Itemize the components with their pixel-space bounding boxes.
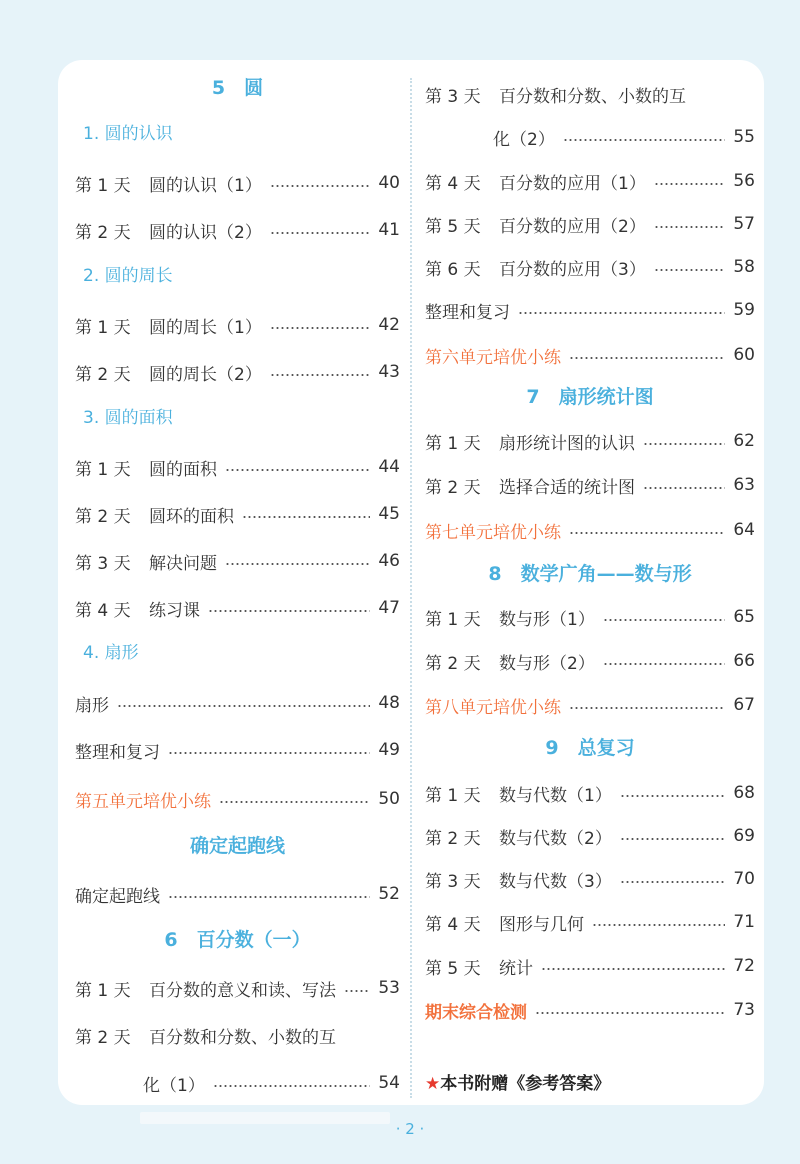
entry-title: 第五单元培优小练 [75,791,211,812]
dot-leader [270,327,370,329]
toc-entry-unit5-practice[interactable] [75,784,400,814]
toc-entry[interactable] [425,252,755,282]
toc-entry[interactable] [425,470,755,500]
entry-page: 72 [733,956,755,976]
dot-leader [569,707,725,709]
dot-leader [208,610,370,612]
startline-heading: 确定起跑线 [189,835,285,857]
entry-page: 53 [378,978,400,998]
section-4-heading: 4. 扇形 [83,643,139,663]
dot-leader [270,232,370,234]
toc-entry[interactable] [75,168,400,198]
entry-page: 66 [733,651,755,671]
entry-page: 46 [378,551,400,571]
entry-page: 44 [378,457,400,477]
entry-page: 73 [733,1000,755,1020]
entry-day: 第 1 天 [75,175,131,196]
entry-day: 第 2 天 [75,364,131,385]
entry-title: 扇形统计图的认识 [499,433,635,454]
toc-entry[interactable] [75,357,400,387]
note-text: 本书附赠《参考答案》 [440,1074,611,1094]
dot-leader [168,896,370,898]
entry-page: 50 [378,789,400,809]
toc-entry[interactable] [75,215,400,245]
entry-day: 第 2 天 [425,477,481,498]
entry-title: 圆的认识（1） [149,175,262,196]
toc-entry[interactable] [425,166,755,196]
unit-6-heading: 6 百分数（一） [164,929,311,951]
toc-entry[interactable] [425,907,755,937]
dot-leader [117,705,370,707]
entry-title: 练习课 [149,600,200,621]
entry-title: 解决问题 [149,553,217,574]
entry-page: 65 [733,607,755,627]
dot-leader [592,924,725,926]
dot-leader [569,357,725,359]
section-1-heading: 1. 圆的认识 [83,124,173,144]
toc-entry[interactable] [425,778,755,808]
answer-key-note [425,1069,610,1099]
unit-8-heading: 8 数学广角——数与形 [488,563,692,585]
entry-page: 41 [378,220,400,240]
entry-day: 第 4 天 [425,914,481,935]
entry-day: 第 4 天 [425,173,481,194]
dot-leader [620,881,725,883]
toc-entry[interactable] [425,426,755,456]
entry-title: 数与代数（3） [499,871,612,892]
entry-title: 数与代数（1） [499,785,612,806]
entry-day: 第 5 天 [425,216,481,237]
dot-leader [603,619,725,621]
entry-title: 百分数的意义和读、写法 [149,980,336,1001]
entry-title: 百分数的应用（3） [499,259,646,280]
dot-leader [569,532,725,534]
dot-leader [643,443,725,445]
dot-leader [643,487,725,489]
entry-title: 第八单元培优小练 [425,697,561,718]
entry-title: 扇形 [75,695,109,716]
page-number: · 2 · [395,1120,425,1138]
toc-entry[interactable] [75,499,400,529]
column-divider [410,78,412,1098]
entry-title: 期末综合检测 [425,1002,527,1023]
unit-9-heading: 9 总复习 [545,737,635,759]
dot-leader [535,1012,725,1014]
entry-day: 第 3 天 [425,86,481,107]
entry-title: 整理和复习 [75,742,160,763]
entry-page: 55 [733,127,755,147]
dot-leader [620,838,725,840]
dot-leader [219,801,370,803]
toc-entry[interactable] [75,688,400,718]
entry-day: 第 6 天 [425,259,481,280]
entry-day: 第 2 天 [75,1027,131,1048]
entry-page: 59 [733,300,755,320]
entry-title: 圆的面积 [149,459,217,480]
entry-title: 百分数的应用（1） [499,173,646,194]
entry-title: 第七单元培优小练 [425,522,561,543]
toc-entry[interactable] [425,209,755,239]
entry-page: 56 [733,171,755,191]
entry-day: 第 1 天 [75,317,131,338]
entry-page: 54 [378,1073,400,1093]
entry-page: 45 [378,504,400,524]
entry-day: 第 1 天 [75,980,131,1001]
entry-title: 百分数和分数、小数的互 [149,1027,336,1048]
entry-title: 统计 [499,958,533,979]
entry-day: 第 3 天 [425,871,481,892]
entry-page: 68 [733,783,755,803]
toc-entry-unit6-practice[interactable] [425,340,755,370]
toc-entry[interactable] [425,864,755,894]
dot-leader [213,1085,370,1087]
toc-entry[interactable] [425,951,755,981]
entry-day: 第 1 天 [75,459,131,480]
toc-entry[interactable] [75,546,400,576]
entry-title: 图形与几何 [499,914,584,935]
entry-page: 60 [733,345,755,365]
entry-page: 58 [733,257,755,277]
dot-leader [563,139,725,141]
entry-title: 选择合适的统计图 [499,477,635,498]
toc-entry-final-test[interactable] [425,995,755,1025]
entry-page: 71 [733,912,755,932]
toc-entry[interactable] [425,646,755,676]
dot-leader [168,752,370,754]
entry-page: 69 [733,826,755,846]
entry-day: 第 2 天 [75,222,131,243]
toc-entry[interactable] [75,973,400,1003]
toc-entry-first-line[interactable] [75,1020,400,1050]
dot-leader [518,312,725,314]
entry-day: 第 4 天 [75,600,131,621]
entry-day: 第 1 天 [425,609,481,630]
entry-title: 第六单元培优小练 [425,347,561,368]
dot-leader [541,968,725,970]
entry-page: 63 [733,475,755,495]
dot-leader [654,269,725,271]
entry-title: 确定起跑线 [75,886,160,907]
entry-title: 数与形（1） [499,609,595,630]
entry-title: 圆的周长（2） [149,364,262,385]
entry-day: 第 2 天 [75,506,131,527]
toc-entry[interactable] [75,452,400,482]
star-icon: ★ [425,1074,441,1094]
toc-entry[interactable] [425,295,755,325]
toc-entry-unit8-practice[interactable] [425,690,755,720]
entry-title: 数与代数（2） [499,828,612,849]
entry-page: 40 [378,173,400,193]
dot-leader [225,563,370,565]
section-3-heading: 3. 圆的面积 [83,408,173,428]
dot-leader [225,469,370,471]
entry-page: 62 [733,431,755,451]
entry-title: 百分数和分数、小数的互 [499,86,686,107]
entry-day: 第 2 天 [425,653,481,674]
entry-page: 67 [733,695,755,715]
entry-day: 第 5 天 [425,958,481,979]
entry-title: 圆的认识（2） [149,222,262,243]
entry-title-continued: 化（2） [493,129,555,150]
entry-title: 整理和复习 [425,302,510,323]
dot-leader [270,185,370,187]
entry-day: 第 1 天 [425,785,481,806]
dot-leader [620,795,725,797]
unit-5-heading: 5 圆 [211,77,264,99]
toc-entry-unit7-practice[interactable] [425,515,755,545]
entry-page: 48 [378,693,400,713]
entry-title: 数与形（2） [499,653,595,674]
entry-title: 圆环的面积 [149,506,234,527]
entry-page: 57 [733,214,755,234]
entry-day: 第 2 天 [425,828,481,849]
toc-entry[interactable] [425,602,755,632]
toc-entry[interactable] [75,593,400,623]
entry-title: 百分数的应用（2） [499,216,646,237]
dot-leader [654,226,725,228]
entry-day: 第 3 天 [75,553,131,574]
dot-leader [270,374,370,376]
entry-page: 52 [378,884,400,904]
toc-entry[interactable] [425,821,755,851]
dot-leader [603,663,725,665]
entry-page: 43 [378,362,400,382]
entry-title: 圆的周长（1） [149,317,262,338]
entry-page: 49 [378,740,400,760]
entry-page: 47 [378,598,400,618]
toc-entry-continuation[interactable] [75,1068,400,1098]
entry-day: 第 1 天 [425,433,481,454]
unit-7-heading: 7 扇形统计图 [526,386,654,408]
page-shadow [140,1112,390,1124]
dot-leader [344,990,370,992]
toc-entry-continuation[interactable] [425,122,755,152]
toc-entry[interactable] [75,310,400,340]
entry-title-continued: 化（1） [143,1075,205,1096]
toc-entry[interactable] [75,879,400,909]
entry-page: 42 [378,315,400,335]
entry-page: 64 [733,520,755,540]
dot-leader [242,516,370,518]
section-2-heading: 2. 圆的周长 [83,266,173,286]
entry-page: 70 [733,869,755,889]
dot-leader [654,183,725,185]
toc-entry-first-line[interactable] [425,79,755,109]
toc-entry[interactable] [75,735,400,765]
